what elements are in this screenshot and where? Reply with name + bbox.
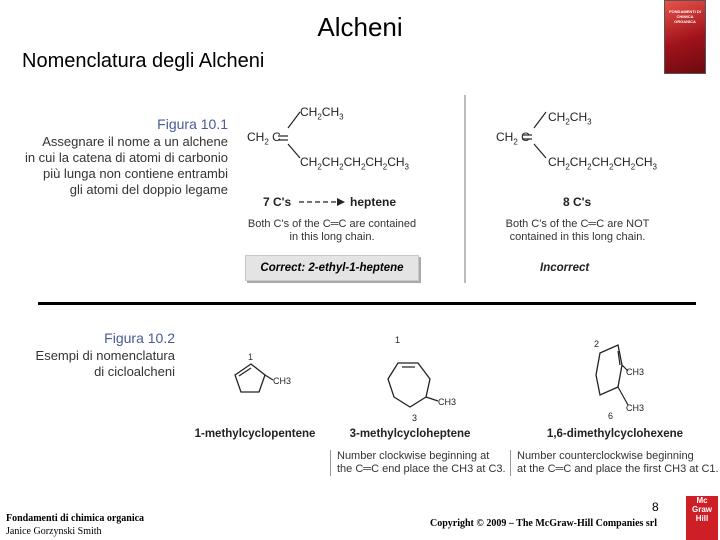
- note-line: Number clockwise beginning at: [337, 450, 490, 462]
- vertical-divider: [464, 95, 466, 283]
- svg-text:2: 2: [594, 339, 600, 349]
- chem-chain-right: $CH_2CH_2CH_2CH_2CH_3$: [548, 155, 657, 172]
- svg-text:1: 1: [248, 352, 254, 362]
- svg-text:CH3: CH3: [273, 376, 292, 386]
- figure2-description: [0, 348, 175, 380]
- mcgraw-hill-logo: Mc Graw Hill: [686, 496, 718, 540]
- chain-name-left: heptene: [350, 195, 397, 209]
- slide-title: Alcheni: [317, 12, 403, 42]
- carbon-count-left: 7 C's: [263, 195, 292, 209]
- note-right-line: contained in this long chain.: [509, 231, 646, 243]
- note-line: Number counterclockwise beginning: [517, 450, 694, 462]
- chem-ch2-c-right: $CH_2$ C: [496, 130, 530, 147]
- note-right: [490, 218, 665, 244]
- figure1-desc-line: Assegnare il nome a un alchene: [42, 134, 228, 149]
- figure1-description: [0, 134, 228, 198]
- cyclopentene-structure: [215, 350, 295, 410]
- section-divider: [38, 302, 696, 305]
- correct-name-box: [245, 255, 419, 281]
- svg-text:6: 6: [608, 411, 614, 420]
- incorrect-label: Incorrect: [540, 262, 590, 274]
- svg-text:CH3: CH3: [626, 367, 645, 377]
- page-number: 8: [652, 500, 659, 514]
- chem-ch2ch3-right: $CH_2CH_3$: [548, 110, 592, 127]
- chem-chain: $CH_2CH_2CH_2CH_2CH_3$: [300, 155, 409, 172]
- note-left-line: in this long chain.: [289, 231, 375, 243]
- figure1-desc-line: più lunga non contiene entrambi: [42, 166, 228, 181]
- numbering-note-left: [330, 450, 506, 476]
- footer-book: [6, 512, 144, 538]
- figure2-label: Figura 10.2: [104, 330, 175, 346]
- figure2-desc-line: Esempi di nomenclatura: [35, 348, 175, 363]
- cycloheptene-structure: [360, 335, 460, 425]
- figure1-desc-line: gli atomi del doppio legame: [69, 182, 228, 197]
- book-cover-text: FONDAMENTI DI CHIMICA ORGANICA: [669, 9, 701, 24]
- correct-prefix: Correct:: [260, 262, 306, 274]
- chem-ch2ch3: $CH_2CH_3$: [300, 105, 344, 122]
- note-left-line: Both C's of the C═C are contained: [247, 218, 417, 230]
- svg-text:3: 3: [412, 413, 418, 423]
- carbon-count-right: 8 C's: [563, 195, 592, 209]
- dashed-arrow: [297, 196, 347, 208]
- svg-text:CH3: CH3: [626, 403, 645, 413]
- numbering-note-right: [510, 450, 719, 476]
- compound-name: 1-methylcyclopentene: [194, 428, 316, 440]
- footer-author: Janice Gorzynski Smith: [6, 526, 102, 537]
- note-line: at the C═C and place the first CH3 at C1.: [517, 463, 719, 475]
- copyright: Copyright © 2009 – The McGraw-Hill Companies srl: [430, 518, 658, 529]
- note-right-line: Both C's of the C═C are NOT: [505, 218, 650, 230]
- slide-subtitle: Nomenclatura degli Alcheni: [22, 50, 265, 72]
- chem-ch2-c: $CH_2$ C: [247, 130, 281, 147]
- book-cover-image: [664, 0, 706, 74]
- figure1-desc-line: in cui la catena di atomi di carbonio: [24, 150, 228, 165]
- footer-book-title: Fondamenti di chimica organica: [6, 513, 145, 524]
- compound-name: 3-methylcycloheptene: [349, 428, 471, 440]
- figure2-desc-line: di cicloalcheni: [94, 364, 175, 379]
- svg-text:CH3: CH3: [438, 397, 457, 407]
- compound-name: 1,6-dimethylcyclohexene: [546, 428, 684, 440]
- cyclohexene-structure: [570, 335, 680, 420]
- svg-text:1: 1: [395, 335, 401, 345]
- note-line: the C═C end place the CH3 at C3.: [337, 463, 506, 475]
- note-left: [232, 218, 432, 244]
- correct-name: 2-ethyl-1-heptene: [308, 262, 404, 274]
- figure1-label: Figura 10.1: [157, 116, 228, 132]
